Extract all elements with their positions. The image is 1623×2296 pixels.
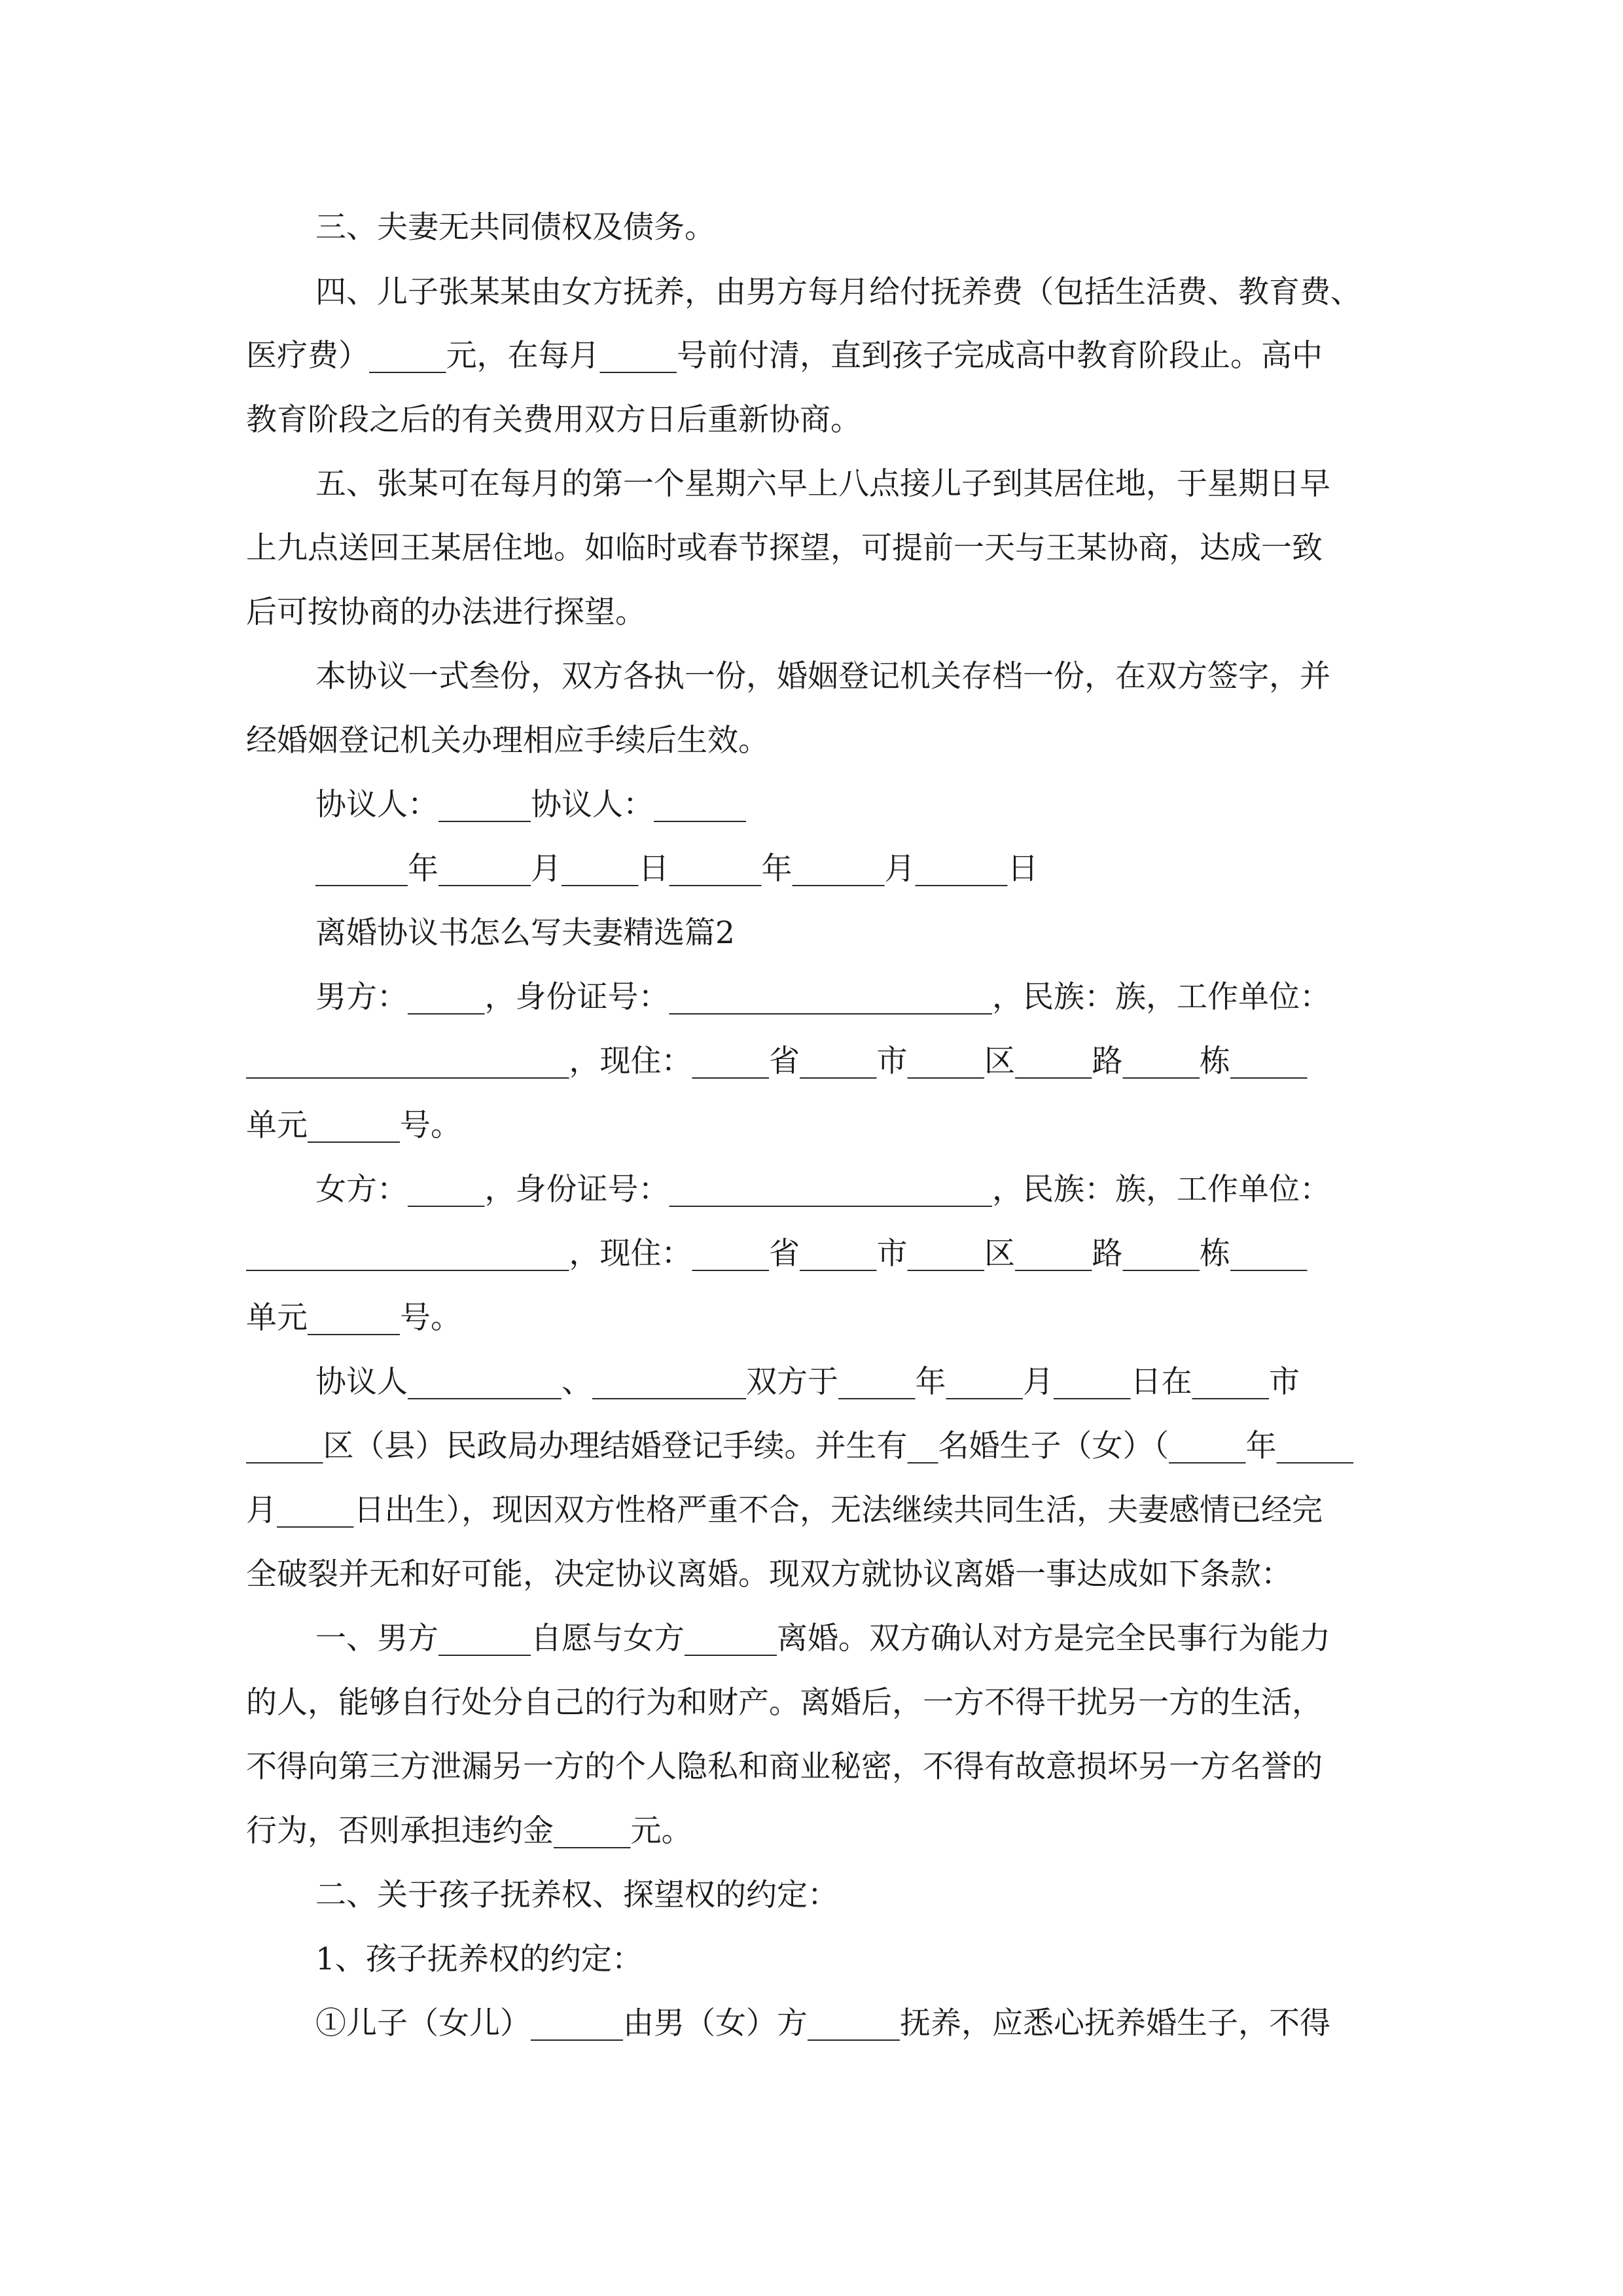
paragraph-line: 男方：_____，身份证号：_____________________，民族：族，工作单位：	[315, 979, 1330, 1015]
paragraph-line: 一、男方______自愿与女方______离婚。双方确认对方是完全民事行为能力	[315, 1621, 1330, 1657]
paragraph-line: 后可按协商的办法进行探望。	[246, 594, 646, 630]
paragraph-line: 医疗费）_____元，在每月_____号前付清，直到孩子完成高中教育阶段止。高中	[246, 338, 1323, 374]
paragraph-line: 四、儿子张某某由女方抚养，由男方每月给付抚养费（包括生活费、教育费、	[315, 274, 1361, 310]
paragraph-line: 的人，能够自行处分自己的行为和财产。离婚后，一方不得干扰另一方的生活，	[246, 1685, 1323, 1721]
paragraph-line: ①儿子（女儿）______由男（女）方______抚养，应悉心抚养婚生子，不得	[315, 2005, 1330, 2041]
paragraph-line: 三、夫妻无共同债权及债务。	[315, 209, 715, 245]
section-heading: 离婚协议书怎么写夫妻精选篇2	[315, 915, 735, 951]
paragraph-line: 单元______号。	[246, 1300, 461, 1336]
paragraph-line: _____________________，现住：_____省_____市_____区_____路_____栋_____	[246, 1236, 1308, 1272]
paragraph-line: 五、张某可在每月的第一个星期六早上八点接儿子到其居住地，于星期日早	[315, 466, 1330, 502]
date-line: ______年______月_____日______年______月______日	[315, 851, 1039, 887]
paragraph-line: 协议人__________、__________双方于_____年_____月_____日在_____市	[315, 1364, 1300, 1400]
paragraph-line: 单元______号。	[246, 1107, 461, 1143]
paragraph-line: 上九点送回王某居住地。如临时或春节探望，可提前一天与王某协商，达成一致	[246, 530, 1323, 566]
paragraph-line: 行为，否则承担违约金_____元。	[246, 1813, 692, 1849]
paragraph-line: 不得向第三方泄漏另一方的个人隐私和商业秘密，不得有故意损坏另一方名誉的	[246, 1749, 1323, 1785]
paragraph-line: 1、孩子抚养权的约定：	[315, 1941, 643, 1977]
paragraph-line: _____区（县）民政局办理结婚登记手续。并生有__名婚生子（女）（_____年_____	[246, 1428, 1353, 1464]
paragraph-line: 本协议一式叁份，双方各执一份，婚姻登记机关存档一份，在双方签字，并	[315, 658, 1330, 694]
paragraph-line: 经婚姻登记机关办理相应手续后生效。	[246, 723, 769, 759]
paragraph-line: 教育阶段之后的有关费用双方日后重新协商。	[246, 402, 861, 438]
paragraph-line: 二、关于孩子抚养权、探望权的约定：	[315, 1877, 838, 1913]
paragraph-line: 全破裂并无和好可能，决定协议离婚。现双方就协议离婚一事达成如下条款：	[246, 1556, 1292, 1592]
paragraph-line: 女方：_____，身份证号：_____________________，民族：族，工作单位：	[315, 1172, 1330, 1208]
paragraph-line: _____________________，现住：_____省_____市_____区_____路_____栋_____	[246, 1043, 1308, 1079]
signature-line: 协议人：______协议人：______	[315, 787, 746, 823]
paragraph-line: 月_____日出生），现因双方性格严重不合，无法继续共同生活，夫妻感情已经完	[246, 1492, 1323, 1528]
